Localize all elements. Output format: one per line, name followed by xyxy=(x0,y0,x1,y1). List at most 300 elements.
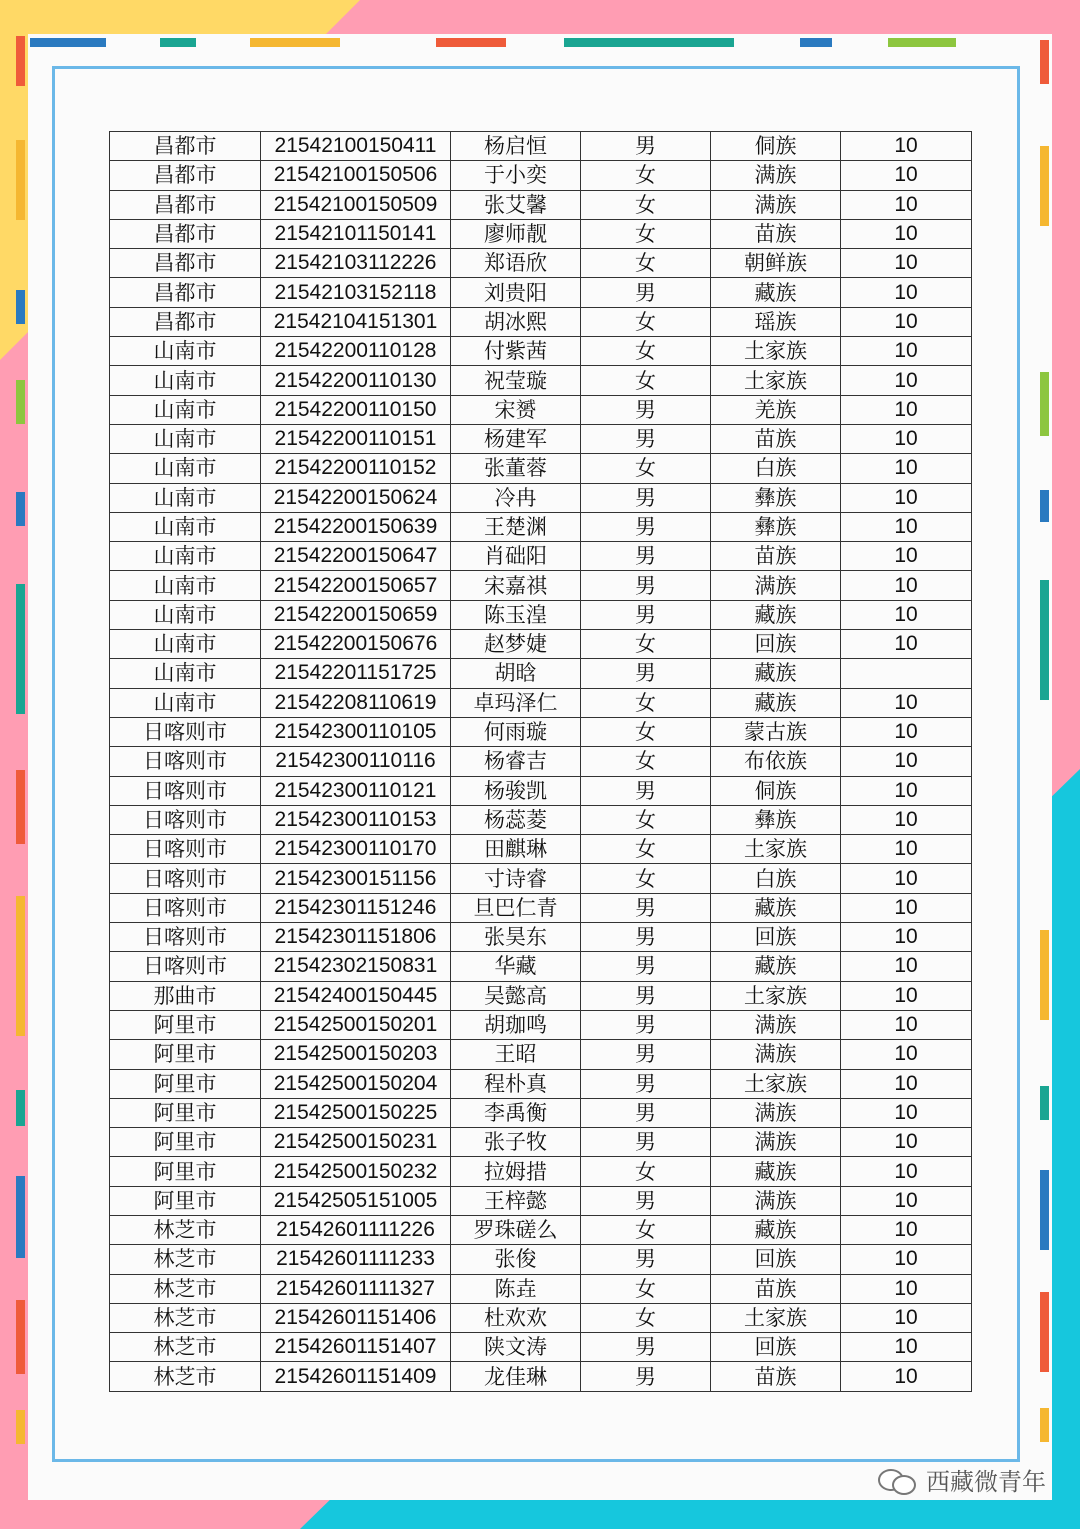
ethnicity-cell: 满族 xyxy=(711,1010,841,1039)
gender-cell: 男 xyxy=(581,1362,711,1391)
gender-cell: 男 xyxy=(581,981,711,1010)
id-cell: 21542200150676 xyxy=(261,630,451,659)
border-dash xyxy=(1040,1170,1049,1250)
score-cell: 10 xyxy=(841,454,972,483)
gender-cell: 男 xyxy=(581,512,711,541)
table-row xyxy=(110,1245,972,1274)
id-cell: 21542505151005 xyxy=(261,1186,451,1215)
city-cell: 昌都市 xyxy=(110,132,261,161)
ethnicity-cell: 侗族 xyxy=(711,776,841,805)
name-cell: 龙佳琳 xyxy=(451,1362,581,1391)
name-cell: 何雨璇 xyxy=(451,717,581,746)
city-cell: 林芝市 xyxy=(110,1362,261,1391)
border-dash xyxy=(888,38,956,47)
gender-cell: 女 xyxy=(581,1157,711,1186)
gender-cell: 女 xyxy=(581,190,711,219)
score-cell: 10 xyxy=(841,630,972,659)
table-row xyxy=(110,835,972,864)
border-dash xyxy=(16,584,25,714)
table-row xyxy=(110,307,972,336)
table-row xyxy=(110,249,972,278)
name-cell: 胡晗 xyxy=(451,659,581,688)
border-dash xyxy=(436,38,506,47)
city-cell: 山南市 xyxy=(110,659,261,688)
score-cell: 10 xyxy=(841,1274,972,1303)
name-cell: 胡珈鸣 xyxy=(451,1010,581,1039)
city-cell: 阿里市 xyxy=(110,1010,261,1039)
name-cell: 张董蓉 xyxy=(451,454,581,483)
name-cell: 寸诗睿 xyxy=(451,864,581,893)
ethnicity-cell: 满族 xyxy=(711,1186,841,1215)
id-cell: 21542103152118 xyxy=(261,278,451,307)
city-cell: 山南市 xyxy=(110,366,261,395)
table-row xyxy=(110,864,972,893)
table-row xyxy=(110,923,972,952)
table-row xyxy=(110,1215,972,1244)
city-cell: 山南市 xyxy=(110,600,261,629)
table-row xyxy=(110,630,972,659)
city-cell: 阿里市 xyxy=(110,1128,261,1157)
score-cell: 10 xyxy=(841,1333,972,1362)
ethnicity-cell: 满族 xyxy=(711,1040,841,1069)
score-cell: 10 xyxy=(841,395,972,424)
table-row xyxy=(110,219,972,248)
ethnicity-cell: 朝鲜族 xyxy=(711,249,841,278)
city-cell: 日喀则市 xyxy=(110,717,261,746)
border-dash xyxy=(1040,580,1049,700)
city-cell: 日喀则市 xyxy=(110,747,261,776)
id-cell: 21542601151409 xyxy=(261,1362,451,1391)
ethnicity-cell: 土家族 xyxy=(711,1303,841,1332)
border-dash xyxy=(564,38,734,47)
score-cell: 10 xyxy=(841,483,972,512)
gender-cell: 女 xyxy=(581,747,711,776)
gender-cell: 女 xyxy=(581,630,711,659)
name-cell: 杨启恒 xyxy=(451,132,581,161)
gender-cell: 男 xyxy=(581,1010,711,1039)
city-cell: 昌都市 xyxy=(110,249,261,278)
score-cell: 10 xyxy=(841,1098,972,1127)
ethnicity-cell: 苗族 xyxy=(711,1274,841,1303)
score-cell: 10 xyxy=(841,805,972,834)
table-row xyxy=(110,776,972,805)
city-cell: 昌都市 xyxy=(110,161,261,190)
city-cell: 山南市 xyxy=(110,337,261,366)
name-cell: 杜欢欢 xyxy=(451,1303,581,1332)
ethnicity-cell: 回族 xyxy=(711,630,841,659)
gender-cell: 男 xyxy=(581,952,711,981)
ethnicity-cell: 满族 xyxy=(711,161,841,190)
score-cell: 10 xyxy=(841,219,972,248)
score-cell: 10 xyxy=(841,161,972,190)
ethnicity-cell: 土家族 xyxy=(711,835,841,864)
id-cell: 21542500150204 xyxy=(261,1069,451,1098)
name-cell: 付紫茜 xyxy=(451,337,581,366)
score-cell: 10 xyxy=(841,1128,972,1157)
id-cell: 21542200110151 xyxy=(261,424,451,453)
id-cell: 21542104151301 xyxy=(261,307,451,336)
score-cell: 10 xyxy=(841,923,972,952)
city-cell: 山南市 xyxy=(110,688,261,717)
roster-table xyxy=(109,131,972,1392)
ethnicity-cell: 彝族 xyxy=(711,512,841,541)
ethnicity-cell: 侗族 xyxy=(711,132,841,161)
gender-cell: 男 xyxy=(581,132,711,161)
gender-cell: 女 xyxy=(581,864,711,893)
table-row xyxy=(110,1040,972,1069)
gender-cell: 男 xyxy=(581,1040,711,1069)
score-cell: 10 xyxy=(841,366,972,395)
name-cell: 陈垚 xyxy=(451,1274,581,1303)
id-cell: 21542101150141 xyxy=(261,219,451,248)
score-cell: 10 xyxy=(841,424,972,453)
ethnicity-cell: 满族 xyxy=(711,571,841,600)
table-row xyxy=(110,1186,972,1215)
table-row xyxy=(110,571,972,600)
gender-cell: 男 xyxy=(581,1098,711,1127)
border-dash xyxy=(250,38,340,47)
ethnicity-cell: 土家族 xyxy=(711,981,841,1010)
ethnicity-cell: 藏族 xyxy=(711,952,841,981)
city-cell: 山南市 xyxy=(110,512,261,541)
gender-cell: 男 xyxy=(581,424,711,453)
border-dash xyxy=(1040,1292,1049,1372)
score-cell xyxy=(841,659,972,688)
table-row xyxy=(110,1128,972,1157)
city-cell: 昌都市 xyxy=(110,190,261,219)
score-cell: 10 xyxy=(841,132,972,161)
gender-cell: 男 xyxy=(581,395,711,424)
score-cell: 10 xyxy=(841,864,972,893)
city-cell: 林芝市 xyxy=(110,1274,261,1303)
table-row xyxy=(110,512,972,541)
id-cell: 21542100150506 xyxy=(261,161,451,190)
id-cell: 21542302150831 xyxy=(261,952,451,981)
border-dash xyxy=(16,492,25,526)
id-cell: 21542601151407 xyxy=(261,1333,451,1362)
gender-cell: 女 xyxy=(581,688,711,717)
ethnicity-cell: 藏族 xyxy=(711,659,841,688)
id-cell: 21542300110121 xyxy=(261,776,451,805)
table-row xyxy=(110,747,972,776)
table-row xyxy=(110,1098,972,1127)
ethnicity-cell: 白族 xyxy=(711,454,841,483)
name-cell: 宋嘉祺 xyxy=(451,571,581,600)
name-cell: 王昭 xyxy=(451,1040,581,1069)
border-dash xyxy=(1040,1408,1049,1442)
city-cell: 山南市 xyxy=(110,483,261,512)
score-cell: 10 xyxy=(841,717,972,746)
score-cell: 10 xyxy=(841,1245,972,1274)
id-cell: 21542500150225 xyxy=(261,1098,451,1127)
gender-cell: 女 xyxy=(581,249,711,278)
name-cell: 罗珠磋么 xyxy=(451,1215,581,1244)
gender-cell: 男 xyxy=(581,1333,711,1362)
border-dash xyxy=(160,38,196,47)
ethnicity-cell: 彝族 xyxy=(711,483,841,512)
ethnicity-cell: 苗族 xyxy=(711,1362,841,1391)
ethnicity-cell: 藏族 xyxy=(711,893,841,922)
name-cell: 张子牧 xyxy=(451,1128,581,1157)
score-cell: 10 xyxy=(841,1069,972,1098)
name-cell: 王梓懿 xyxy=(451,1186,581,1215)
roster-body xyxy=(110,132,972,1392)
id-cell: 21542500150231 xyxy=(261,1128,451,1157)
name-cell: 祝莹璇 xyxy=(451,366,581,395)
gender-cell: 女 xyxy=(581,1215,711,1244)
gender-cell: 男 xyxy=(581,483,711,512)
score-cell: 10 xyxy=(841,1010,972,1039)
ethnicity-cell: 藏族 xyxy=(711,278,841,307)
ethnicity-cell: 藏族 xyxy=(711,600,841,629)
score-cell: 10 xyxy=(841,278,972,307)
table-row xyxy=(110,981,972,1010)
name-cell: 冷冉 xyxy=(451,483,581,512)
gender-cell: 女 xyxy=(581,307,711,336)
id-cell: 21542500150203 xyxy=(261,1040,451,1069)
border-dash xyxy=(16,1090,25,1126)
table-row xyxy=(110,717,972,746)
score-cell: 10 xyxy=(841,571,972,600)
ethnicity-cell: 满族 xyxy=(711,1098,841,1127)
gender-cell: 女 xyxy=(581,835,711,864)
id-cell: 21542208110619 xyxy=(261,688,451,717)
gender-cell: 男 xyxy=(581,923,711,952)
name-cell: 田麒琳 xyxy=(451,835,581,864)
name-cell: 杨骏凯 xyxy=(451,776,581,805)
id-cell: 21542200150657 xyxy=(261,571,451,600)
border-dash xyxy=(16,1300,25,1374)
gender-cell: 女 xyxy=(581,366,711,395)
city-cell: 林芝市 xyxy=(110,1245,261,1274)
table-row xyxy=(110,688,972,717)
name-cell: 李禹衡 xyxy=(451,1098,581,1127)
city-cell: 林芝市 xyxy=(110,1303,261,1332)
wechat-icon xyxy=(878,1465,918,1495)
gender-cell: 女 xyxy=(581,1303,711,1332)
ethnicity-cell: 回族 xyxy=(711,923,841,952)
name-cell: 刘贵阳 xyxy=(451,278,581,307)
id-cell: 21542200110150 xyxy=(261,395,451,424)
ethnicity-cell: 瑶族 xyxy=(711,307,841,336)
gender-cell: 男 xyxy=(581,1186,711,1215)
ethnicity-cell: 回族 xyxy=(711,1333,841,1362)
name-cell: 宋赟 xyxy=(451,395,581,424)
name-cell: 卓玛泽仁 xyxy=(451,688,581,717)
id-cell: 21542300110170 xyxy=(261,835,451,864)
score-cell: 10 xyxy=(841,776,972,805)
city-cell: 日喀则市 xyxy=(110,923,261,952)
border-dash xyxy=(1040,1086,1049,1120)
table-row xyxy=(110,395,972,424)
city-cell: 昌都市 xyxy=(110,219,261,248)
id-cell: 21542500150201 xyxy=(261,1010,451,1039)
id-cell: 21542200110128 xyxy=(261,337,451,366)
score-cell: 10 xyxy=(841,190,972,219)
score-cell: 10 xyxy=(841,600,972,629)
gender-cell: 男 xyxy=(581,1245,711,1274)
border-dash xyxy=(16,380,25,424)
name-cell: 陕文涛 xyxy=(451,1333,581,1362)
gender-cell: 女 xyxy=(581,219,711,248)
id-cell: 21542601111233 xyxy=(261,1245,451,1274)
id-cell: 21542300110105 xyxy=(261,717,451,746)
table-row xyxy=(110,1274,972,1303)
name-cell: 张艾馨 xyxy=(451,190,581,219)
name-cell: 胡冰熙 xyxy=(451,307,581,336)
table-row xyxy=(110,454,972,483)
score-cell: 10 xyxy=(841,249,972,278)
table-row xyxy=(110,366,972,395)
table-row xyxy=(110,1069,972,1098)
border-dash xyxy=(16,36,25,86)
table-row xyxy=(110,424,972,453)
ethnicity-cell: 羌族 xyxy=(711,395,841,424)
border-dash xyxy=(1040,930,1049,1020)
city-cell: 阿里市 xyxy=(110,1040,261,1069)
ethnicity-cell: 满族 xyxy=(711,1128,841,1157)
name-cell: 杨建军 xyxy=(451,424,581,453)
table-row xyxy=(110,805,972,834)
city-cell: 阿里市 xyxy=(110,1186,261,1215)
name-cell: 赵梦婕 xyxy=(451,630,581,659)
city-cell: 日喀则市 xyxy=(110,893,261,922)
ethnicity-cell: 蒙古族 xyxy=(711,717,841,746)
table-row xyxy=(110,893,972,922)
id-cell: 21542601111226 xyxy=(261,1215,451,1244)
ethnicity-cell: 藏族 xyxy=(711,1215,841,1244)
id-cell: 21542100150509 xyxy=(261,190,451,219)
table-row xyxy=(110,542,972,571)
name-cell: 杨蕊菱 xyxy=(451,805,581,834)
gender-cell: 女 xyxy=(581,161,711,190)
ethnicity-cell: 藏族 xyxy=(711,688,841,717)
ethnicity-cell: 布依族 xyxy=(711,747,841,776)
name-cell: 张昊东 xyxy=(451,923,581,952)
name-cell: 张俊 xyxy=(451,1245,581,1274)
city-cell: 日喀则市 xyxy=(110,952,261,981)
watermark xyxy=(878,1462,1046,1497)
city-cell: 日喀则市 xyxy=(110,776,261,805)
score-cell: 10 xyxy=(841,542,972,571)
watermark-account: 西藏微青年 xyxy=(926,1468,1046,1496)
city-cell: 阿里市 xyxy=(110,1098,261,1127)
id-cell: 21542200150624 xyxy=(261,483,451,512)
border-dash xyxy=(16,1176,25,1258)
name-cell: 华藏 xyxy=(451,952,581,981)
ethnicity-cell: 满族 xyxy=(711,190,841,219)
ethnicity-cell: 土家族 xyxy=(711,1069,841,1098)
border-dash xyxy=(16,896,25,1036)
gender-cell: 男 xyxy=(581,542,711,571)
name-cell: 于小奕 xyxy=(451,161,581,190)
id-cell: 21542201151725 xyxy=(261,659,451,688)
score-cell: 10 xyxy=(841,835,972,864)
ethnicity-cell: 白族 xyxy=(711,864,841,893)
name-cell: 廖师靓 xyxy=(451,219,581,248)
score-cell: 10 xyxy=(841,952,972,981)
id-cell: 21542301151246 xyxy=(261,893,451,922)
gender-cell: 男 xyxy=(581,278,711,307)
table-row xyxy=(110,132,972,161)
ethnicity-cell: 苗族 xyxy=(711,219,841,248)
city-cell: 昌都市 xyxy=(110,307,261,336)
border-dash xyxy=(1040,146,1049,226)
gender-cell: 男 xyxy=(581,1128,711,1157)
ethnicity-cell: 土家族 xyxy=(711,337,841,366)
id-cell: 21542301151806 xyxy=(261,923,451,952)
ethnicity-cell: 土家族 xyxy=(711,366,841,395)
border-dash xyxy=(16,1410,25,1444)
id-cell: 21542300110116 xyxy=(261,747,451,776)
score-cell: 10 xyxy=(841,893,972,922)
city-cell: 山南市 xyxy=(110,542,261,571)
ethnicity-cell: 苗族 xyxy=(711,542,841,571)
table-row xyxy=(110,952,972,981)
id-cell: 21542200150659 xyxy=(261,600,451,629)
ethnicity-cell: 苗族 xyxy=(711,424,841,453)
city-cell: 阿里市 xyxy=(110,1069,261,1098)
gender-cell: 男 xyxy=(581,571,711,600)
city-cell: 山南市 xyxy=(110,571,261,600)
border-dash xyxy=(16,140,25,220)
id-cell: 21542500150232 xyxy=(261,1157,451,1186)
city-cell: 昌都市 xyxy=(110,278,261,307)
ethnicity-cell: 回族 xyxy=(711,1245,841,1274)
score-cell: 10 xyxy=(841,1362,972,1391)
name-cell: 杨睿吉 xyxy=(451,747,581,776)
gender-cell: 女 xyxy=(581,454,711,483)
border-dash xyxy=(16,770,25,844)
score-cell: 10 xyxy=(841,1157,972,1186)
id-cell: 21542300110153 xyxy=(261,805,451,834)
id-cell: 21542200150647 xyxy=(261,542,451,571)
city-cell: 林芝市 xyxy=(110,1215,261,1244)
border-dash xyxy=(16,290,25,324)
city-cell: 那曲市 xyxy=(110,981,261,1010)
gender-cell: 女 xyxy=(581,805,711,834)
name-cell: 肖础阳 xyxy=(451,542,581,571)
id-cell: 21542400150445 xyxy=(261,981,451,1010)
table-row xyxy=(110,161,972,190)
city-cell: 日喀则市 xyxy=(110,864,261,893)
name-cell: 陈玉湟 xyxy=(451,600,581,629)
table-row xyxy=(110,600,972,629)
gender-cell: 男 xyxy=(581,893,711,922)
city-cell: 山南市 xyxy=(110,424,261,453)
city-cell: 林芝市 xyxy=(110,1333,261,1362)
name-cell: 吴懿高 xyxy=(451,981,581,1010)
score-cell: 10 xyxy=(841,981,972,1010)
table-row xyxy=(110,659,972,688)
table-row xyxy=(110,483,972,512)
table-row xyxy=(110,1333,972,1362)
name-cell: 拉姆措 xyxy=(451,1157,581,1186)
gender-cell: 男 xyxy=(581,1069,711,1098)
table-row xyxy=(110,190,972,219)
id-cell: 21542200110130 xyxy=(261,366,451,395)
id-cell: 21542103112226 xyxy=(261,249,451,278)
id-cell: 21542100150411 xyxy=(261,132,451,161)
id-cell: 21542601111327 xyxy=(261,1274,451,1303)
score-cell: 10 xyxy=(841,337,972,366)
score-cell: 10 xyxy=(841,1303,972,1332)
border-dash xyxy=(800,38,832,47)
name-cell: 程朴真 xyxy=(451,1069,581,1098)
score-cell: 10 xyxy=(841,1215,972,1244)
border-dash xyxy=(1040,372,1049,436)
border-dash xyxy=(30,38,106,47)
